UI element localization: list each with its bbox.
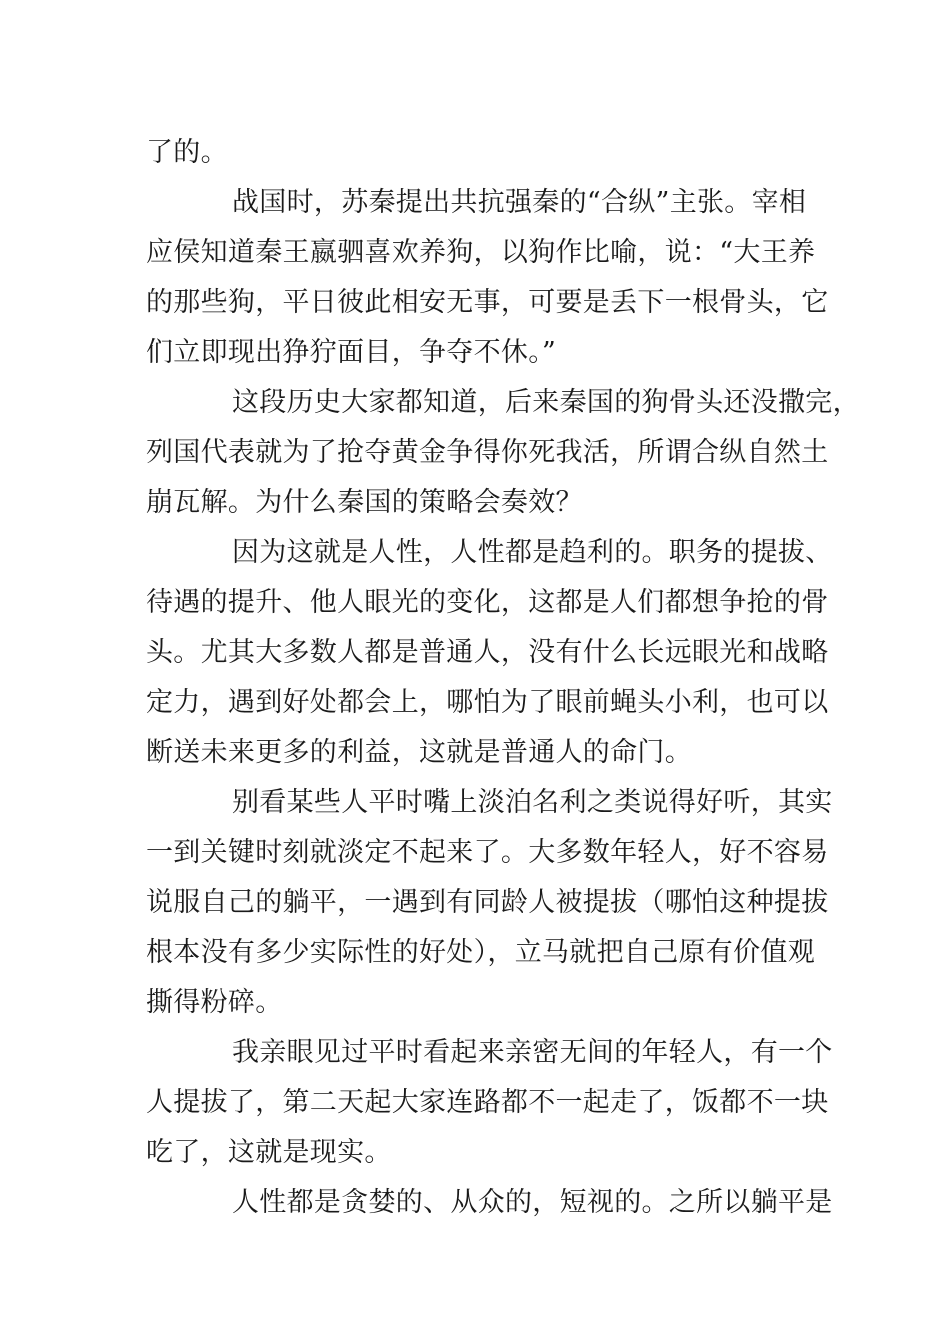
text-line: 这段历史大家都知道，后来秦国的狗骨头还没撒完，	[232, 387, 860, 418]
text-line: 头。尤其大多数人都是普通人，没有什么长远眼光和战略	[146, 637, 829, 668]
text-line: 人提拔了，第二天起大家连路都不一起走了，饭都不一块	[146, 1087, 829, 1118]
text-line: 应侯知道秦王嬴驷喜欢养狗，以狗作比喻，说：“大王养	[146, 237, 816, 268]
paragraph	[146, 778, 833, 1028]
text-line: 们立即现出狰狞面目，争夺不休。”	[146, 337, 557, 368]
text-line: 人性都是贪婪的、从众的，短视的。之所以躺平是	[232, 1187, 833, 1218]
text-line: 因为这就是人性，人性都是趋利的。职务的提拔、	[232, 537, 833, 568]
text-line: 撕得粉碎。	[146, 987, 283, 1018]
text-line: 列国代表就为了抢夺黄金争得你死我活，所谓合纵自然土	[146, 437, 829, 468]
text-line: 断送未来更多的利益，这就是普通人的命门。	[146, 737, 692, 768]
paragraph	[146, 528, 833, 778]
paragraph	[146, 178, 829, 378]
text-line: 的那些狗，平日彼此相安无事，可要是丢下一根骨头，它	[146, 287, 829, 318]
text-line: 崩瓦解。为什么秦国的策略会奏效？	[146, 487, 583, 518]
paragraph	[146, 1028, 833, 1178]
text-line: 说服自己的躺平，一遇到有同龄人被提拔（哪怕这种提拔	[146, 887, 829, 918]
text-line: 根本没有多少实际性的好处），立马就把自己原有价值观	[146, 937, 815, 968]
text-line: 吃了，这就是现实。	[146, 1137, 392, 1168]
text-line: 定力，遇到好处都会上，哪怕为了眼前蝇头小利，也可以	[146, 687, 829, 718]
text-line: 待遇的提升、他人眼光的变化，这都是人们都想争抢的骨	[146, 587, 829, 618]
text-line: 我亲眼见过平时看起来亲密无间的年轻人，有一个	[232, 1037, 833, 1068]
body-text	[146, 128, 860, 1228]
text-line: 别看某些人平时嘴上淡泊名利之类说得好听，其实	[232, 787, 833, 818]
paragraph	[146, 128, 826, 178]
text-line: 一到关键时刻就淡定不起来了。大多数年轻人，好不容易	[146, 837, 829, 868]
text-line: 了的。	[146, 137, 228, 168]
paragraph	[146, 1178, 833, 1228]
text-line: 战国时，苏秦提出共抗强秦的“合纵”主张。宰相	[232, 187, 807, 218]
paragraph	[146, 378, 860, 528]
